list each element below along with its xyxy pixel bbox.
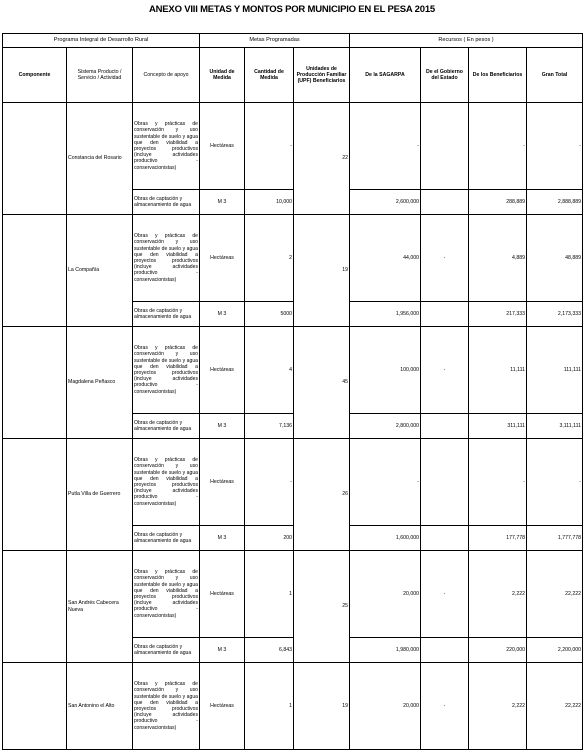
sistema-producto-cell: Constancia del Rosario	[67, 103, 133, 215]
unidad-cell: Hectáreas	[200, 551, 245, 638]
sagarpa-cell: 1,600,000	[350, 526, 421, 551]
componente-cell	[3, 215, 67, 327]
upf-cell: 26	[294, 439, 350, 551]
total-cell: 48,889	[527, 215, 583, 302]
cantidad-cell: 7,136	[245, 414, 294, 439]
cantidad-cell: 10,000	[245, 190, 294, 215]
upf-cell: 25	[294, 551, 350, 663]
componente-cell	[3, 551, 67, 663]
beneficiarios-cell: 217,333	[469, 302, 527, 327]
col-concepto: Concepto de apoyo	[133, 48, 200, 103]
cantidad-cell: -	[245, 439, 294, 526]
estado-cell	[421, 638, 469, 663]
cantidad-cell: 5000	[245, 302, 294, 327]
unidad-cell: Hectáreas	[200, 103, 245, 190]
beneficiarios-cell: 2,222	[469, 663, 527, 750]
componente-cell	[3, 439, 67, 551]
table-row	[3, 103, 583, 190]
beneficiarios-cell: -	[469, 103, 527, 190]
total-cell: 22,222	[527, 663, 583, 750]
unidad-cell: Hectáreas	[200, 663, 245, 750]
unidad-cell: M 3	[200, 190, 245, 215]
table-row	[3, 215, 583, 302]
sistema-producto-cell: Putla Villa de Guerrero	[67, 439, 133, 551]
table-row	[3, 551, 583, 638]
unidad-cell: M 3	[200, 638, 245, 663]
col-sagarpa: De la SAGARPA	[350, 48, 421, 103]
estado-cell	[421, 414, 469, 439]
sagarpa-cell: 1,980,000	[350, 638, 421, 663]
sagarpa-cell: 20,000	[350, 551, 421, 638]
concepto-cell: Obras y prácticas de conservación y uso sustentable de suelo y agua que den viabilidad a proyectos productivos (incluye actividades productivo - conservacionistas)	[133, 327, 200, 414]
total-cell: 3,111,111	[527, 414, 583, 439]
sagarpa-cell: 44,000	[350, 215, 421, 302]
sagarpa-cell: -	[350, 103, 421, 190]
total-cell: 2,200,000	[527, 638, 583, 663]
col-unidad: Unidad de Medida	[200, 48, 245, 103]
total-cell: -	[527, 439, 583, 526]
estado-cell	[421, 302, 469, 327]
concepto-cell: Obras y prácticas de conservación y uso sustentable de suelo y agua que den viabilidad a proyectos productivos (incluye actividades productivo - conservacionistas)	[133, 663, 200, 750]
unidad-cell: Hectáreas	[200, 215, 245, 302]
cantidad-cell: 2	[245, 215, 294, 302]
sagarpa-cell: 2,600,000	[350, 190, 421, 215]
componente-cell	[3, 103, 67, 215]
cantidad-cell: 1	[245, 663, 294, 750]
concepto-cell: Obras y prácticas de conservación y uso sustentable de suelo y agua que den viabilidad a proyectos productivos (incluye actividades productivo - conservacionistas)	[133, 551, 200, 638]
sagarpa-cell: 1,956,000	[350, 302, 421, 327]
col-beneficiarios: De los Beneficiarios	[469, 48, 527, 103]
table-row	[3, 327, 583, 414]
estado-cell: -	[421, 215, 469, 302]
total-cell: 2,173,333	[527, 302, 583, 327]
beneficiarios-cell: 11,111	[469, 327, 527, 414]
group-goals: Metas Programadas	[200, 34, 350, 48]
cantidad-cell: 6,843	[245, 638, 294, 663]
col-total: Gran Total	[527, 48, 583, 103]
beneficiarios-cell: 311,111	[469, 414, 527, 439]
group-program: Programa Integral de Desarrollo Rural	[3, 34, 200, 48]
sistema-producto-cell: San Antonino el Alto	[67, 663, 133, 750]
estado-cell	[421, 190, 469, 215]
concepto-cell: Obras de captación y almacenamiento de agua	[133, 302, 200, 327]
beneficiarios-cell: 4,889	[469, 215, 527, 302]
unidad-cell: M 3	[200, 414, 245, 439]
concepto-cell: Obras y prácticas de conservación y uso sustentable de suelo y agua que den viabilidad a proyectos productivos (incluye actividades productivo - conservacionistas)	[133, 103, 200, 190]
cantidad-cell: -	[245, 103, 294, 190]
cantidad-cell: 1	[245, 551, 294, 638]
total-cell: 1,777,778	[527, 526, 583, 551]
table-row	[3, 663, 583, 750]
unidad-cell: Hectáreas	[200, 439, 245, 526]
estado-cell: -	[421, 551, 469, 638]
table-row	[3, 439, 583, 526]
sistema-producto-cell: San Andrés Cabecera Nueva	[67, 551, 133, 663]
beneficiarios-cell: 177,778	[469, 526, 527, 551]
estado-cell	[421, 103, 469, 190]
cantidad-cell: 4	[245, 327, 294, 414]
componente-cell	[3, 663, 67, 750]
upf-cell: 19	[294, 215, 350, 327]
total-cell: -	[527, 103, 583, 190]
col-unidades: Unidades de Producción Familiar (UPF) Beneficiarios	[294, 48, 350, 103]
estado-cell: -	[421, 327, 469, 414]
sagarpa-cell: -	[350, 439, 421, 526]
concepto-cell: Obras y prácticas de conservación y uso sustentable de suelo y agua que den viabilidad a proyectos productivos (incluye actividades productivo - conservacionistas)	[133, 215, 200, 302]
col-cantidad: Cantidad de Medida	[245, 48, 294, 103]
beneficiarios-cell: -	[469, 439, 527, 526]
upf-cell: 19	[294, 663, 350, 750]
estado-cell: -	[421, 663, 469, 750]
concepto-cell: Obras de captación y almacenamiento de agua	[133, 526, 200, 551]
unidad-cell: M 3	[200, 526, 245, 551]
sistema-producto-cell: La Compañía	[67, 215, 133, 327]
col-estado: De el Gobierno del Estado	[421, 48, 469, 103]
total-cell: 22,222	[527, 551, 583, 638]
sagarpa-cell: 2,800,000	[350, 414, 421, 439]
estado-cell	[421, 526, 469, 551]
concepto-cell: Obras de captación y almacenamiento de agua	[133, 190, 200, 215]
beneficiarios-cell: 220,000	[469, 638, 527, 663]
concepto-cell: Obras de captación y almacenamiento de agua	[133, 638, 200, 663]
beneficiarios-cell: 288,889	[469, 190, 527, 215]
upf-cell: 45	[294, 327, 350, 439]
componente-cell	[3, 327, 67, 439]
sistema-producto-cell: Magdalena Peñasco	[67, 327, 133, 439]
upf-cell: 22	[294, 103, 350, 215]
col-sistema: Sistema Producto / Servicio / Actividad	[67, 48, 133, 103]
total-cell: 111,111	[527, 327, 583, 414]
cantidad-cell: 200	[245, 526, 294, 551]
unidad-cell: M 3	[200, 302, 245, 327]
estado-cell	[421, 439, 469, 526]
page-title: ANEXO VIII METAS Y MONTOS POR MUNICIPIO EN EL PESA 2015	[148, 4, 436, 15]
concepto-cell: Obras de captación y almacenamiento de agua	[133, 414, 200, 439]
unidad-cell: Hectáreas	[200, 327, 245, 414]
col-componente: Componente	[3, 48, 67, 103]
concepto-cell: Obras y prácticas de conservación y uso sustentable de suelo y agua que den viabilidad a proyectos productivos (incluye actividades productivo - conservacionistas)	[133, 439, 200, 526]
sagarpa-cell: 20,000	[350, 663, 421, 750]
beneficiarios-cell: 2,222	[469, 551, 527, 638]
group-resources: Recursos ( En pesos )	[350, 34, 583, 48]
sagarpa-cell: 100,000	[350, 327, 421, 414]
total-cell: 2,888,889	[527, 190, 583, 215]
goals-table	[2, 30, 583, 750]
